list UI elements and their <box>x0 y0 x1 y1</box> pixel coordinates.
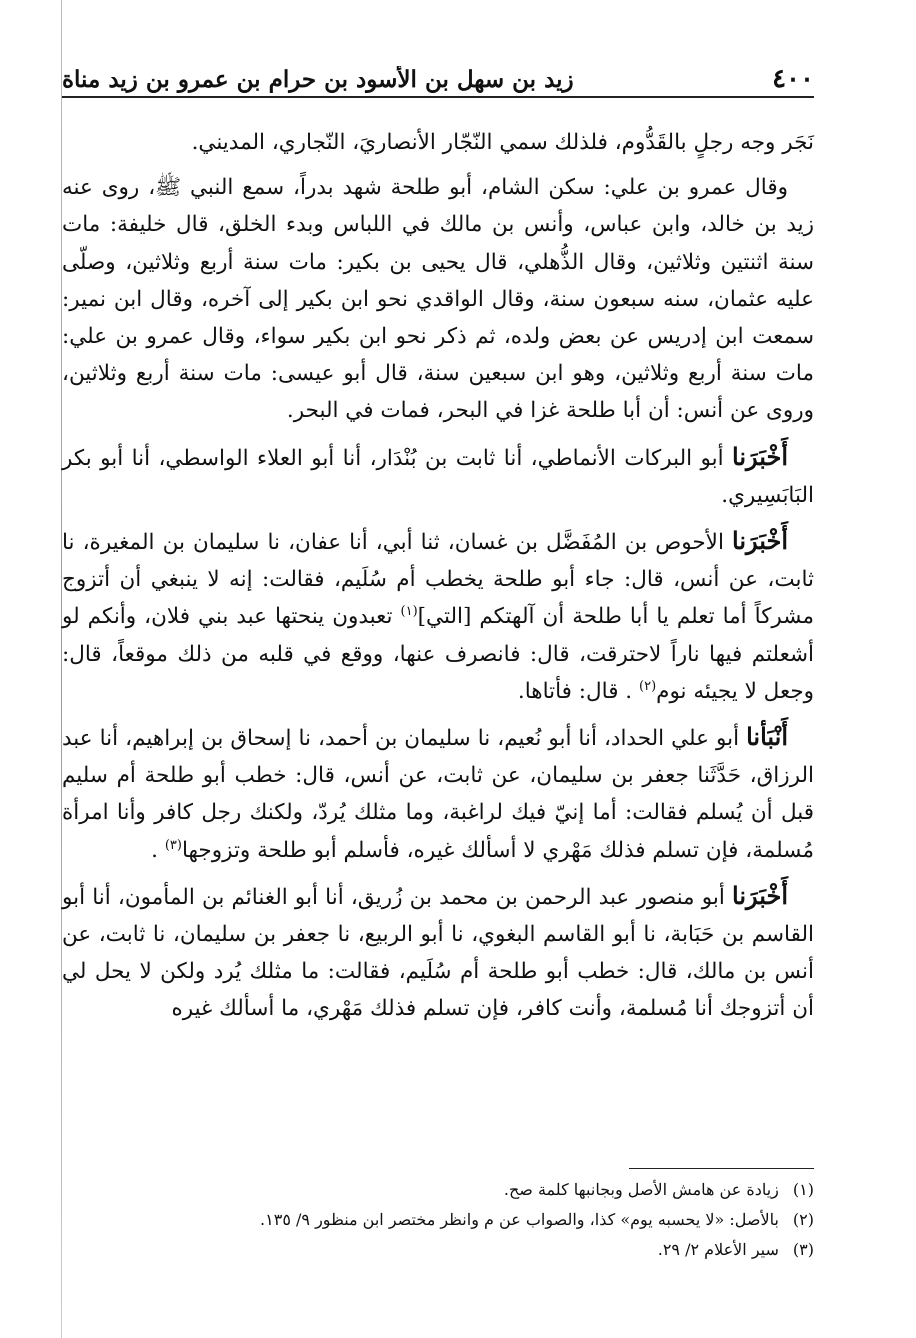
footnote-text: زيادة عن هامش الأصل وبجانبها كلمة صح. <box>503 1180 779 1199</box>
footnotes <box>62 1168 814 1265</box>
paragraph-text: أبو علي الحداد، أنا أبو نُعيم، نا سليمان بن أحمد، نا إسحاق بن إبراهيم، أنا عبد الرزاق، حَدَّثَنا جعفر بن سليمان، عن ثابت، عن أنس، قال: خطب أبو طلحة أم سليم قبل أن يُسلم فقالت: أما إنيّ فيك لراغبة، وما مثلك يُردّ، ولكنك رجل كافر وأنا امرأة مُسلمة، فإن تسلم فذلك مَهْري لا أسألك غيره، فأسلم أبو طلحة وتزوجها <box>62 726 814 863</box>
paragraph-text: أبو منصور عبد الرحمن بن محمد بن زُريق، أنا أبو الغنائم بن المأمون، أنا أبو القاسم بن حَبَابة، نا أبو القاسم البغوي، نا أبو الربيع، نا جعفر بن سليمان، نا ثابت، عن أنس بن مالك، قال: خطب أبو طلحة أم سُلَيم، فقالت: ما مثلك يُرد ولكن لا يحل لي أن أتزوجك أنا مُسلمة، وأنت كافر، فإن تسلم فذلك مَهْري، ما أسألك غيره <box>62 884 814 1022</box>
footnote-ref-3: (٣) <box>164 837 182 853</box>
footnote-number: (٢) <box>792 1210 814 1229</box>
paragraph-text: أبو البركات الأنماطي، أنا ثابت بن بُنْدَار، أنا أبو العلاء الواسطي، أنا أبو بكر البَابَسِيري. <box>62 445 814 508</box>
isnad-keyword: أَخْبَرَنا <box>732 441 788 471</box>
isnad-keyword: أَنْبَأنا <box>746 722 788 752</box>
paragraph-text: وقال عمرو بن علي: سكن الشام، أبو طلحة شهد بدراً، سمع النبي ﷺ، روى عنه زيد بن خالد، وابن عباس، وأنس بن مالك في اللباس وبدء الخلق، قال خليفة: مات سنة اثنتين وثلاثين، وقال الذُّهلي، قال يحيى بن بكير: مات سنة أربع وثلاثين، وصلّى عليه عثمان، سنه سبعون سنة، وقال الواقدي نحو ابن بكير إلى آخره، وقال ابن نمير: سمعت ابن إدريس عن بعض ولده، ثم ذكر نحو ابن بكير سواء، وقال عمرو بن علي: مات سنة أربع وثلاثين، وهو ابن سبعين سنة، قال أبو عيسى: مات سنة أربع وثلاثين، وروى عن أنس: أن أبا طلحة غزا في البحر، فمات في البحر. <box>62 175 814 424</box>
footnote-ref-2: (٢) <box>639 678 657 694</box>
paragraph-text: الأحوص بن المُفَضَّل بن غسان، ثنا أبي، أنا عفان، نا سليمان بن المغيرة، نا ثابت، عن أنس، قال: جاء أبو طلحة يخطب أم سُلَيم، فقالت: إنه لا ينبغي أن أتزوج مشركاً أما تعلم يا أبا طلحة أن آلهتكم [التي] <box>62 530 814 630</box>
footnote-number: (١) <box>792 1180 814 1199</box>
paragraph-1 <box>62 124 814 161</box>
footnote-1 <box>62 1175 814 1205</box>
footnote-number: (٣) <box>792 1240 814 1259</box>
footnote-separator <box>629 1168 814 1169</box>
main-text <box>62 124 814 1036</box>
running-head: زيد بن سهل بن الأسود بن حرام بن عمرو بن زيد مناة <box>62 65 574 93</box>
paragraph-text: . <box>151 837 158 863</box>
footnote-3 <box>62 1235 814 1265</box>
paragraph-4 <box>62 522 814 710</box>
isnad-keyword: أَخْبَرَنا <box>732 880 788 910</box>
isnad-keyword: أَخْبَرَنا <box>732 526 788 556</box>
paragraph-6 <box>62 877 814 1028</box>
paragraph-text: نَجَر وجه رجلٍ بالقَدُّوم، فلذلك سمي النّجّار الأنصاريَ، النّجاري، المديني. <box>191 130 814 155</box>
footnote-2 <box>62 1205 814 1235</box>
paragraph-text: تعبدون ينحتها عبد بني فلان، وأنكم لو أشعلتم فيها ناراً لاحترقت، قال: فانصرف عنها، ووقع في قلبه من ذلك موقعاً، قال: وجعل لا يجيئه نوم <box>62 604 814 704</box>
paragraph-2 <box>62 169 814 429</box>
footnote-ref-1: (١) <box>400 604 418 620</box>
page-number: ٤٠٠ <box>772 64 814 94</box>
page-header <box>62 62 814 98</box>
paragraph-text: . قال: فأتاها. <box>517 678 633 704</box>
paragraph-5 <box>62 718 814 869</box>
paragraph-3 <box>62 438 814 514</box>
footnote-text: بالأصل: «لا يحسبه يوم» كذا، والصواب عن م وانظر مختصر ابن منظور ٩/ ١٣٥. <box>260 1210 779 1229</box>
footnote-text: سير الأعلام ٢/ ٢٩. <box>657 1240 779 1259</box>
